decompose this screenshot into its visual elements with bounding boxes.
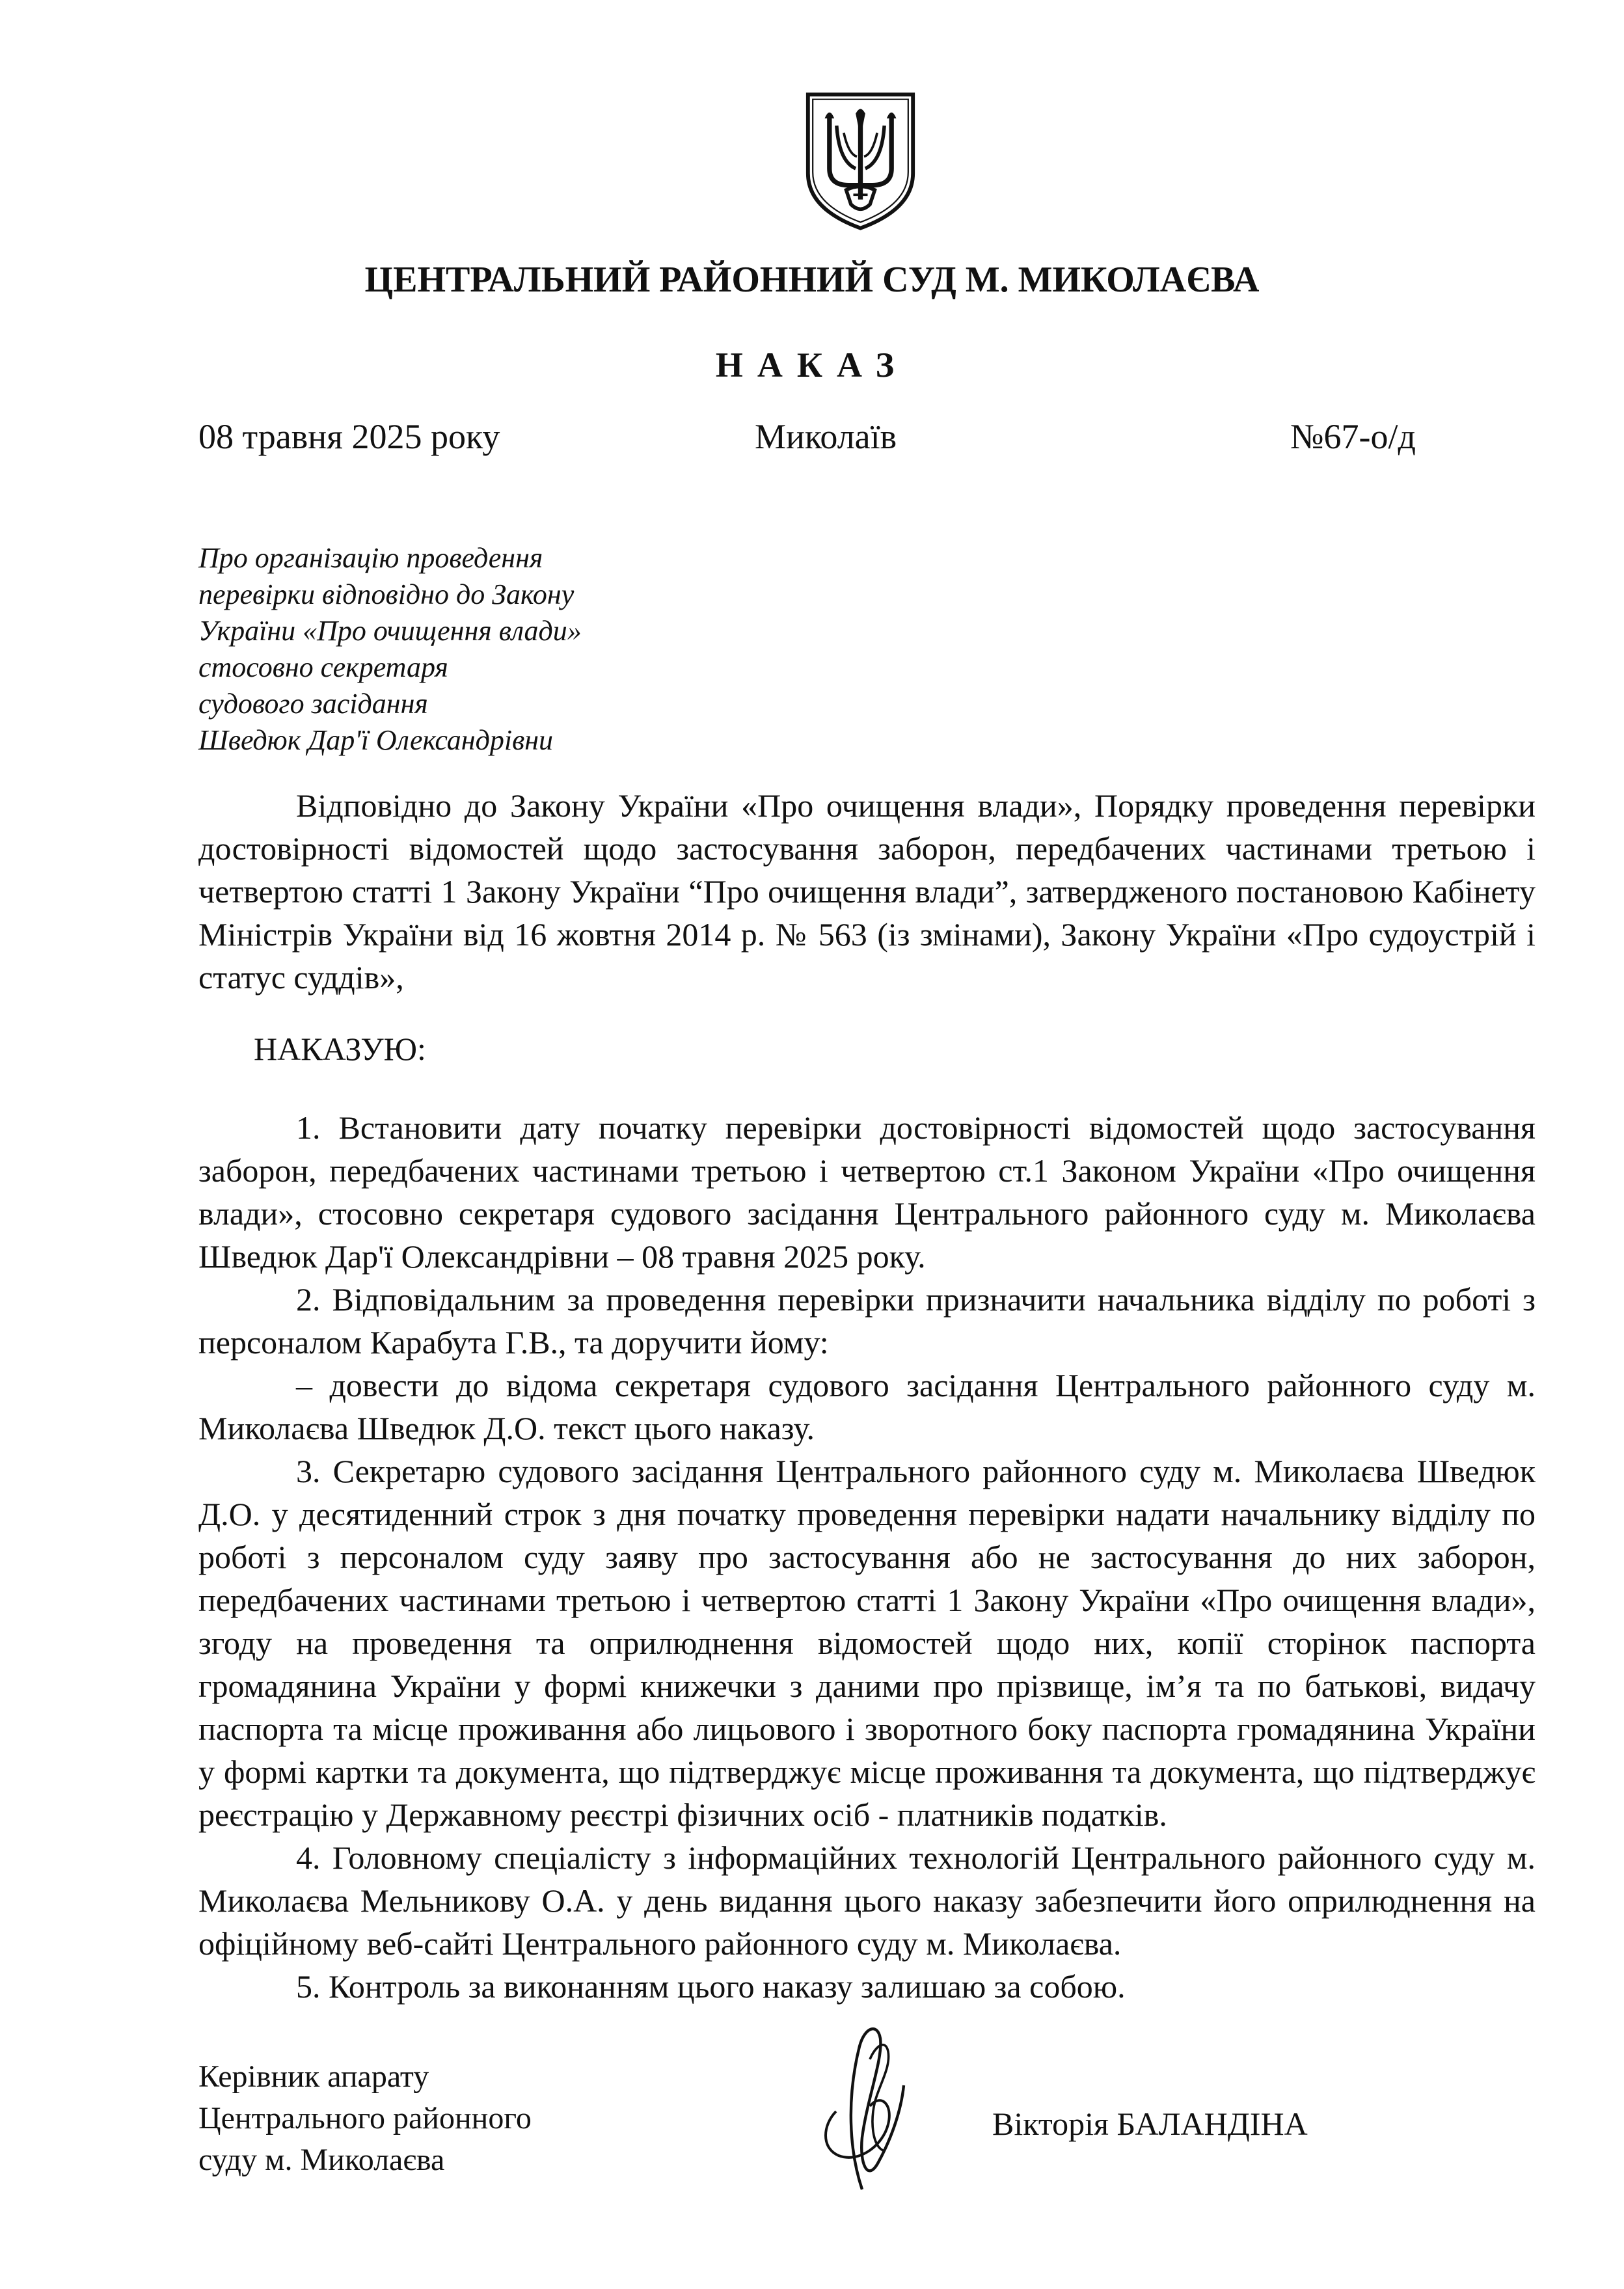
order-word: НАКАЗУЮ: [254,1031,426,1067]
handwritten-signature [810,2020,927,2196]
order-city: Миколаїв [755,417,897,456]
subject-line: судового засідання [198,688,428,720]
order-item-4: 4. Головному спеціалісту з інформаційних технологій Центрального районного суду м. Миколаєва Мельникову О.А. у день видання цього наказу забезпечити його оприлюднення на офіційному веб-сайті Центрального районного суду м. Миколаєва. [198,1839,1536,1962]
signatory-position [198,2056,532,2181]
order-date: 08 травня 2025 року [198,417,500,456]
subject-line: Про організацію проведення [198,542,543,574]
preamble-paragraph: Відповідно до Закону України «Про очищення влади», Порядку проведення перевірки достовірності відомостей щодо застосування заборон, передбачених частинами третьою і четвертою статті 1 Закону України “Про очищення влади”, затвердженого постановою Кабінету Міністрів України від 16 жовтня 2014 р. № 563 (із змінами), Закону України «Про судоустрій і статус суддів», [198,787,1536,996]
preamble-block [198,784,1536,999]
position-line: суду м. Миколаєва [198,2143,445,2177]
position-line: Керівник апарату [198,2059,429,2094]
subject-line: України «Про очищення влади» [198,615,582,647]
order-number: №67-о/д [1290,417,1416,456]
order-subject [198,540,582,759]
position-line: Центрального районного [198,2101,532,2135]
order-item-2-subitem: – довести до відома секретаря судового засідання Центрального районного суду м. Миколаєва Шведюк Д.О. текст цього наказу. [198,1367,1536,1446]
order-item-2: 2. Відповідальним за проведення перевірки призначити начальника відділу по роботі з персоналом Карабута Г.В., та доручити йому: [198,1281,1536,1361]
subject-line: стосовно секретаря [198,651,448,683]
order-items [198,1106,1536,2008]
court-title: ЦЕНТРАЛЬНИЙ РАЙОННИЙ СУД М. МИКОЛАЄВА [364,260,1260,300]
order-item-1: 1. Встановити дату початку перевірки достовірності відомостей щодо застосування заборон, передбачених частинами третьою і четвертою ст.1 Законом України «Про очищення влади», стосовно секретаря судового засідання Центрального районного суду м. Миколаєва Шведюк Дар'ї Олександрівни – 08 травня 2025 року. [198,1109,1536,1275]
subject-line: Шведюк Дар'ї Олександрівни [198,724,554,756]
tryzub-emblem-icon [800,90,921,233]
subject-line: перевірки відповідно до Закону [198,578,575,610]
order-item-3: 3. Секретарю судового засідання Центрального районного суду м. Миколаєва Шведюк Д.О. у десятиденний строк з дня початку проведення перевірки надати начальнику відділу по роботі з персоналом суду заяву про застосування або не застосування до них заборон, передбачених частинами третьою і четвертою статті 1 Закону України «Про очищення влади», згоду на проведення та оприлюднення відомостей щодо них, копії сторінок паспорта громадянина України у формі книжечки з даними про прізвище, ім’я та по батькові, видачу паспорта та місце проживання або лицьового і зворотного боку паспорта громадянина України у формі картки та документа, що підтверджує місце проживання та документа, що підтверджує реєстрацію у Державному реєстрі фізичних осіб - платників податків. [198,1453,1536,1833]
order-item-5: 5. Контроль за виконанням цього наказу залишаю за собою. [296,1968,1126,2005]
document-type-title: НАКАЗ [715,345,909,385]
signatory-name: Вікторія БАЛАНДІНА [992,2106,1308,2142]
